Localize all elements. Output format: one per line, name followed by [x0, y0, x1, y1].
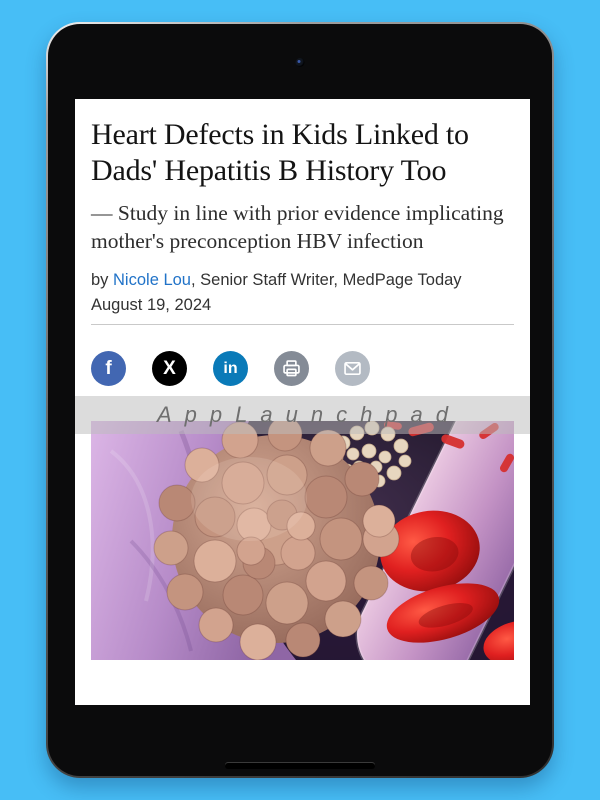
tablet-frame	[46, 22, 554, 778]
x-icon: X	[163, 358, 176, 380]
facebook-icon: f	[105, 358, 112, 380]
article-headline: Heart Defects in Kids Linked to Dads' Hepatitis B History Too	[91, 118, 469, 188]
tablet-screen	[75, 99, 530, 705]
front-camera-icon	[296, 58, 305, 67]
tablet-bezel	[48, 24, 552, 776]
watermark-banner	[75, 396, 530, 434]
printer-icon	[281, 358, 302, 379]
share-facebook-button[interactable]	[91, 351, 126, 386]
charging-port	[225, 763, 375, 769]
envelope-icon	[342, 358, 363, 379]
watermark-text: AppLaunchpad	[156, 402, 462, 428]
publish-date: August 19, 2024	[91, 296, 212, 315]
share-toolbar	[91, 351, 514, 386]
hero-image	[91, 402, 514, 660]
print-button[interactable]	[274, 351, 309, 386]
linkedin-icon: in	[223, 359, 238, 377]
share-linkedin-button[interactable]	[213, 351, 248, 386]
email-button[interactable]	[335, 351, 370, 386]
author-link[interactable]: Nicole Lou	[113, 271, 191, 290]
share-x-button[interactable]	[152, 351, 187, 386]
divider	[91, 324, 514, 325]
byline-prefix: by	[91, 271, 114, 290]
byline	[91, 268, 514, 293]
byline-rest: , Senior Staff Writer, MedPage Today	[190, 271, 462, 290]
hepatitis-virus-illustration	[91, 421, 514, 660]
article-subhead: — Study in line with prior evidence implicating mother's preconception HBV infection	[91, 200, 504, 253]
article-content	[75, 99, 530, 660]
